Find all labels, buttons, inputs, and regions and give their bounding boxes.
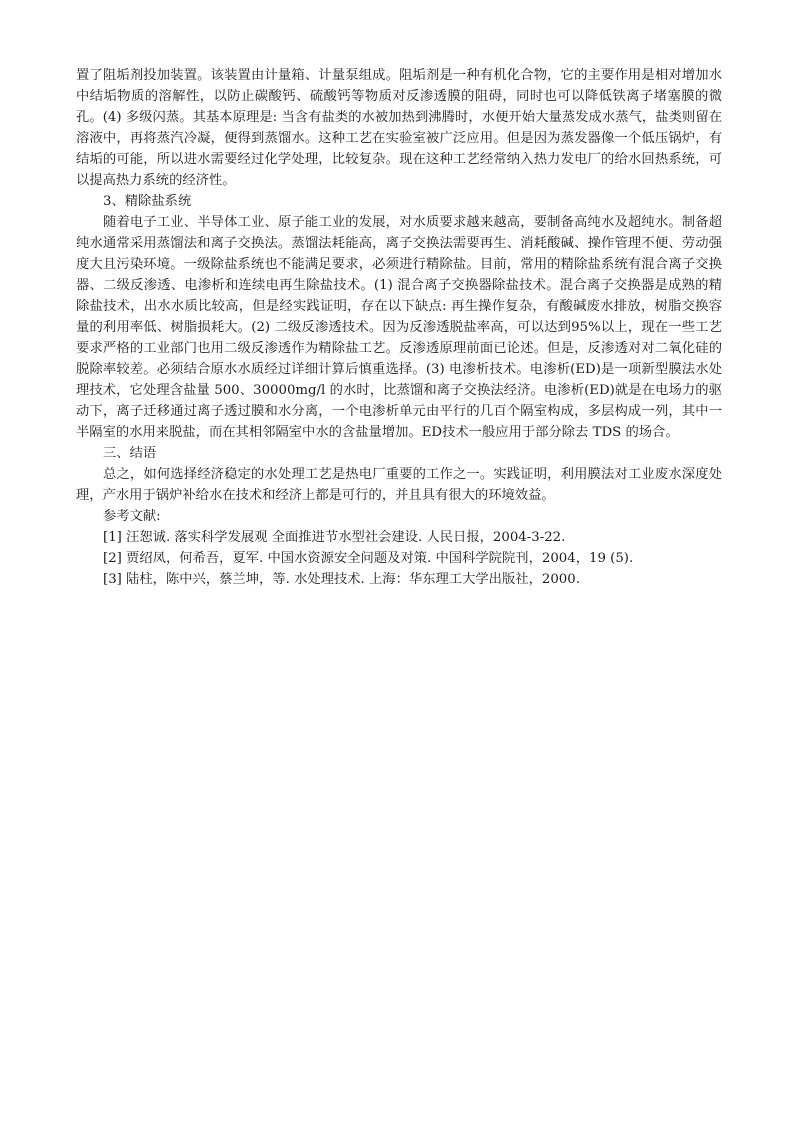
reference-item: [2] 贾绍凤，何希吾，夏军. 中国水资源安全问题及对策. 中国科学院院刊，2004，19 (5). [103,551,634,566]
paragraph-conclusion: 总之，如何选择经济稳定的水处理工艺是热电厂重要的工作之一。实践证明，利用膜法对工业废水深度处理，产水用于锅炉补给水在技术和经济上都是可行的，并且具有很大的环境效益。 [76,467,722,503]
paragraph-multistage-flash: 置了阻垢剂投加装置。该装置由计量箱、计量泵组成。阻垢剂是一种有机化合物，它的主要作用是相对增加水中结垢物质的溶解性，以防止碳酸钙、硫酸钙等物质对反渗透膜的阻碍，同时也可以降低铁离子堵塞膜的微孔。(4) 多级闪蒸。其基本原理是: 当含有盐类的水被加热到沸腾时，水便开始大量蒸发成水蒸气，盐类则留在溶液中，再将蒸汽冷凝，便得到蒸馏水。这种工艺在实验室被广泛应用。但是因为蒸发器像一个低压锅炉，有结垢的可能，所以进水需要经过化学处理，比较复杂。现在这种工艺经常纳入热力发电厂的给水回热系统，可以提高热力系统的经济性。 [76,68,722,188]
section-heading-polishing-desalination: 3、精除盐系统 [103,194,192,209]
references-heading: 参考文献: [103,509,161,524]
reference-item: [1] 汪恕诚. 落实科学发展观 全面推进节水型社会建设. 人民日报，2004-3-22. [103,530,566,545]
section-heading-conclusion: 三、结语 [103,446,157,461]
reference-item: [3] 陆柱，陈中兴，蔡兰坤，等. 水处理技术. 上海：华东理工大学出版社，2000. [103,572,580,587]
paragraph-polishing-desalination: 随着电子工业、半导体工业、原子能工业的发展，对水质要求越来越高，要制备高纯水及超纯水。制备超纯水通常采用蒸馏法和离子交换法。蒸馏法耗能高，离子交换法需要再生、消耗酸碱、操作管理不便、劳动强度大且污染环境。一级除盐系统也不能满足要求，必须进行精除盐。目前，常用的精除盐系统有混合离子交换器、二级反渗透、电渗析和连续电再生除盐技术。(1) 混合离子交换器除盐技术。混合离子交换器是成熟的精除盐技术，出水水质比较高，但是经实践证明，存在以下缺点: 再生操作复杂，有酸碱废水排放，树脂交换容量的利用率低、树脂损耗大。(2) 二级反渗透技术。因为反渗透脱盐率高，可以达到95%以上，现在一些工艺要求严格的工业部门也用二级反渗透作为精除盐工艺。反渗透原理前面已论述。但是，反渗透对对二氧化硅的脱除率较差。必须结合原水水质经过详细计算后慎重选择。(3) 电渗析技术。电渗析(ED)是一项新型膜法水处理技术，它处理含盐量 500、30000mg/l 的水时，比蒸馏和离子交换法经济。电渗析(ED)就是在电场力的驱动下，离子迁移通过离子透过膜和水分离，一个电渗析单元由平行的几百个隔室构成，多层构成一列，其中一半隔室的水用来脱盐，而在其相邻隔室中水的含盐量增加。ED技术一般应用于部分除去 TDS 的场合。 [76,215,722,440]
document-body [76,65,722,590]
